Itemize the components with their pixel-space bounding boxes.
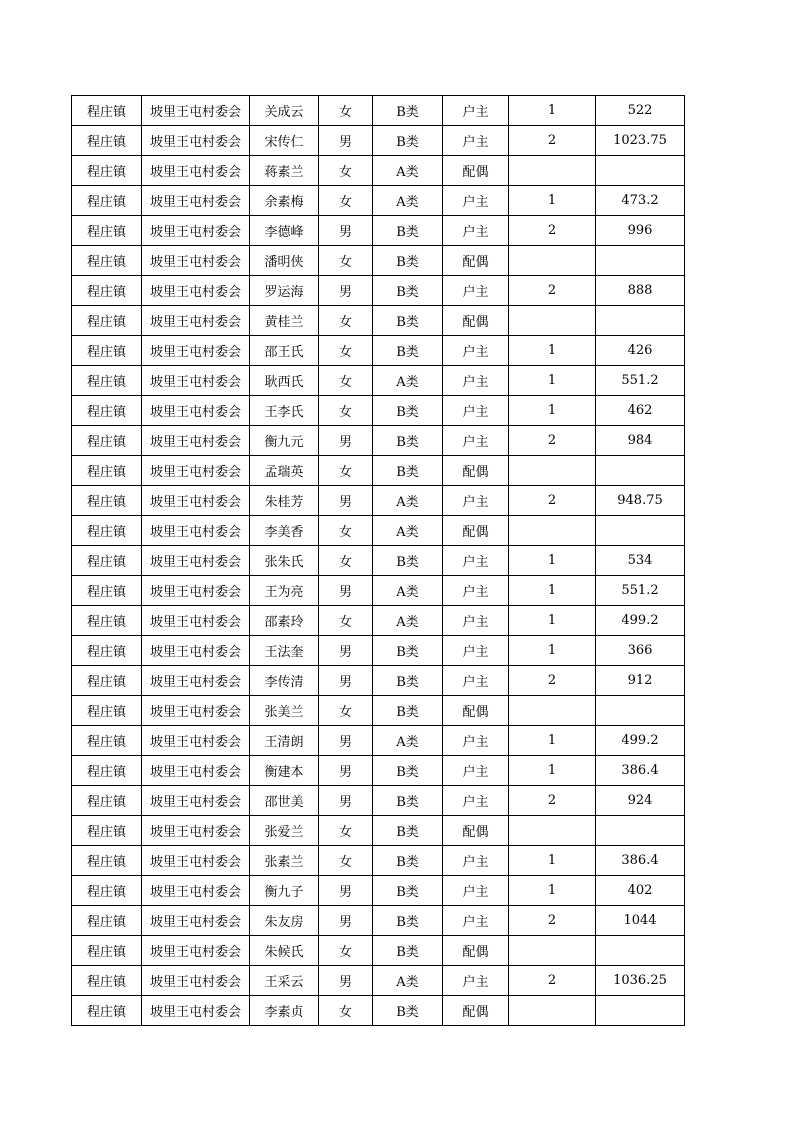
- category-cell: A类: [373, 516, 443, 546]
- gender-cell: 女: [319, 396, 373, 426]
- village-committee-cell: 坡里王屯村委会: [142, 576, 250, 606]
- name-cell: 邵素玲: [250, 606, 319, 636]
- relationship-cell: 户主: [443, 906, 509, 936]
- household-count-cell: 1: [509, 576, 596, 606]
- village-committee-cell: 坡里王屯村委会: [142, 456, 250, 486]
- village-committee-cell: 坡里王屯村委会: [142, 216, 250, 246]
- village-committee-cell: 坡里王屯村委会: [142, 636, 250, 666]
- table-row: [72, 966, 685, 996]
- village-committee-cell: 坡里王屯村委会: [142, 756, 250, 786]
- category-cell: A类: [373, 156, 443, 186]
- category-cell: B类: [373, 396, 443, 426]
- amount-cell: [596, 246, 685, 276]
- relationship-cell: 户主: [443, 336, 509, 366]
- village-committee-cell: 坡里王屯村委会: [142, 276, 250, 306]
- village-committee-cell: 坡里王屯村委会: [142, 96, 250, 126]
- table-row: [72, 816, 685, 846]
- relationship-cell: 户主: [443, 276, 509, 306]
- village-committee-cell: 坡里王屯村委会: [142, 546, 250, 576]
- town-cell: 程庄镇: [72, 186, 142, 216]
- amount-cell: 534: [596, 546, 685, 576]
- town-cell: 程庄镇: [72, 336, 142, 366]
- gender-cell: 男: [319, 126, 373, 156]
- relationship-cell: 配偶: [443, 156, 509, 186]
- category-cell: B类: [373, 246, 443, 276]
- relationship-cell: 户主: [443, 546, 509, 576]
- category-cell: A类: [373, 366, 443, 396]
- category-cell: B类: [373, 906, 443, 936]
- gender-cell: 女: [319, 246, 373, 276]
- name-cell: 朱友房: [250, 906, 319, 936]
- town-cell: 程庄镇: [72, 666, 142, 696]
- town-cell: 程庄镇: [72, 306, 142, 336]
- category-cell: A类: [373, 966, 443, 996]
- household-count-cell: 1: [509, 546, 596, 576]
- town-cell: 程庄镇: [72, 456, 142, 486]
- gender-cell: 女: [319, 816, 373, 846]
- table-row: [72, 456, 685, 486]
- table-row: [72, 546, 685, 576]
- name-cell: 朱桂芳: [250, 486, 319, 516]
- gender-cell: 女: [319, 96, 373, 126]
- name-cell: 关成云: [250, 96, 319, 126]
- relationship-cell: 户主: [443, 756, 509, 786]
- household-count-cell: 1: [509, 726, 596, 756]
- household-count-cell: 1: [509, 756, 596, 786]
- name-cell: 李传清: [250, 666, 319, 696]
- household-count-cell: 1: [509, 396, 596, 426]
- town-cell: 程庄镇: [72, 156, 142, 186]
- household-count-cell: [509, 306, 596, 336]
- household-count-cell: 2: [509, 666, 596, 696]
- table-row: [72, 876, 685, 906]
- category-cell: B类: [373, 996, 443, 1026]
- name-cell: 李美香: [250, 516, 319, 546]
- amount-cell: 386.4: [596, 846, 685, 876]
- table-row: [72, 936, 685, 966]
- town-cell: 程庄镇: [72, 426, 142, 456]
- category-cell: B类: [373, 696, 443, 726]
- name-cell: 张素兰: [250, 846, 319, 876]
- village-committee-cell: 坡里王屯村委会: [142, 906, 250, 936]
- household-count-cell: 1: [509, 636, 596, 666]
- gender-cell: 男: [319, 216, 373, 246]
- table-row: [72, 426, 685, 456]
- table-row: [72, 906, 685, 936]
- household-count-cell: [509, 516, 596, 546]
- relationship-cell: 户主: [443, 846, 509, 876]
- town-cell: 程庄镇: [72, 876, 142, 906]
- name-cell: 孟瑞英: [250, 456, 319, 486]
- category-cell: A类: [373, 606, 443, 636]
- table-row: [72, 366, 685, 396]
- name-cell: 罗运海: [250, 276, 319, 306]
- gender-cell: 女: [319, 606, 373, 636]
- household-count-cell: 1: [509, 606, 596, 636]
- village-committee-cell: 坡里王屯村委会: [142, 846, 250, 876]
- household-count-cell: 2: [509, 216, 596, 246]
- household-count-cell: [509, 456, 596, 486]
- household-count-cell: 2: [509, 486, 596, 516]
- village-committee-cell: 坡里王屯村委会: [142, 396, 250, 426]
- amount-cell: [596, 816, 685, 846]
- table-row: [72, 486, 685, 516]
- category-cell: A类: [373, 576, 443, 606]
- category-cell: B类: [373, 96, 443, 126]
- village-committee-cell: 坡里王屯村委会: [142, 606, 250, 636]
- town-cell: 程庄镇: [72, 276, 142, 306]
- category-cell: B类: [373, 846, 443, 876]
- town-cell: 程庄镇: [72, 846, 142, 876]
- relationship-cell: 配偶: [443, 516, 509, 546]
- amount-cell: 499.2: [596, 606, 685, 636]
- category-cell: B类: [373, 336, 443, 366]
- amount-cell: 888: [596, 276, 685, 306]
- category-cell: B类: [373, 426, 443, 456]
- household-count-cell: 2: [509, 906, 596, 936]
- village-committee-cell: 坡里王屯村委会: [142, 366, 250, 396]
- amount-cell: 499.2: [596, 726, 685, 756]
- village-committee-cell: 坡里王屯村委会: [142, 816, 250, 846]
- category-cell: B类: [373, 756, 443, 786]
- gender-cell: 女: [319, 186, 373, 216]
- name-cell: 朱候氏: [250, 936, 319, 966]
- household-count-cell: 1: [509, 876, 596, 906]
- amount-cell: 473.2: [596, 186, 685, 216]
- amount-cell: 426: [596, 336, 685, 366]
- table-row: [72, 96, 685, 126]
- town-cell: 程庄镇: [72, 396, 142, 426]
- table-row: [72, 696, 685, 726]
- gender-cell: 女: [319, 516, 373, 546]
- amount-cell: [596, 156, 685, 186]
- relationship-cell: 配偶: [443, 696, 509, 726]
- gender-cell: 女: [319, 306, 373, 336]
- relationship-cell: 配偶: [443, 306, 509, 336]
- roster-body: [72, 96, 685, 1026]
- village-committee-cell: 坡里王屯村委会: [142, 156, 250, 186]
- relationship-cell: 户主: [443, 666, 509, 696]
- table-row: [72, 306, 685, 336]
- town-cell: 程庄镇: [72, 576, 142, 606]
- gender-cell: 男: [319, 756, 373, 786]
- amount-cell: 996: [596, 216, 685, 246]
- town-cell: 程庄镇: [72, 906, 142, 936]
- town-cell: 程庄镇: [72, 126, 142, 156]
- category-cell: A类: [373, 486, 443, 516]
- village-committee-cell: 坡里王屯村委会: [142, 516, 250, 546]
- table-row: [72, 126, 685, 156]
- relationship-cell: 配偶: [443, 816, 509, 846]
- relationship-cell: 户主: [443, 966, 509, 996]
- gender-cell: 男: [319, 726, 373, 756]
- town-cell: 程庄镇: [72, 936, 142, 966]
- town-cell: 程庄镇: [72, 786, 142, 816]
- amount-cell: 948.75: [596, 486, 685, 516]
- village-committee-cell: 坡里王屯村委会: [142, 426, 250, 456]
- table-row: [72, 276, 685, 306]
- amount-cell: [596, 936, 685, 966]
- name-cell: 张美兰: [250, 696, 319, 726]
- gender-cell: 女: [319, 366, 373, 396]
- village-committee-cell: 坡里王屯村委会: [142, 786, 250, 816]
- gender-cell: 女: [319, 156, 373, 186]
- gender-cell: 女: [319, 456, 373, 486]
- amount-cell: [596, 516, 685, 546]
- gender-cell: 男: [319, 966, 373, 996]
- town-cell: 程庄镇: [72, 486, 142, 516]
- table-row: [72, 846, 685, 876]
- household-count-cell: [509, 936, 596, 966]
- town-cell: 程庄镇: [72, 756, 142, 786]
- table-row: [72, 246, 685, 276]
- village-committee-cell: 坡里王屯村委会: [142, 246, 250, 276]
- relationship-cell: 户主: [443, 606, 509, 636]
- category-cell: B类: [373, 276, 443, 306]
- relationship-cell: 户主: [443, 366, 509, 396]
- household-count-cell: [509, 996, 596, 1026]
- relationship-cell: 户主: [443, 96, 509, 126]
- relationship-cell: 户主: [443, 726, 509, 756]
- category-cell: B类: [373, 216, 443, 246]
- gender-cell: 女: [319, 336, 373, 366]
- village-committee-cell: 坡里王屯村委会: [142, 336, 250, 366]
- gender-cell: 男: [319, 576, 373, 606]
- table-row: [72, 756, 685, 786]
- gender-cell: 男: [319, 636, 373, 666]
- amount-cell: 924: [596, 786, 685, 816]
- town-cell: 程庄镇: [72, 816, 142, 846]
- name-cell: 王李氏: [250, 396, 319, 426]
- relationship-cell: 配偶: [443, 996, 509, 1026]
- category-cell: A类: [373, 186, 443, 216]
- household-count-cell: 1: [509, 186, 596, 216]
- household-count-cell: 1: [509, 846, 596, 876]
- amount-cell: [596, 306, 685, 336]
- category-cell: B类: [373, 636, 443, 666]
- category-cell: B类: [373, 876, 443, 906]
- town-cell: 程庄镇: [72, 546, 142, 576]
- amount-cell: 1044: [596, 906, 685, 936]
- gender-cell: 男: [319, 276, 373, 306]
- household-count-cell: 2: [509, 276, 596, 306]
- table-row: [72, 336, 685, 366]
- amount-cell: 1023.75: [596, 126, 685, 156]
- household-count-cell: 1: [509, 366, 596, 396]
- category-cell: B类: [373, 456, 443, 486]
- relationship-cell: 户主: [443, 636, 509, 666]
- gender-cell: 女: [319, 846, 373, 876]
- gender-cell: 男: [319, 906, 373, 936]
- gender-cell: 女: [319, 546, 373, 576]
- village-committee-cell: 坡里王屯村委会: [142, 666, 250, 696]
- amount-cell: 551.2: [596, 576, 685, 606]
- town-cell: 程庄镇: [72, 246, 142, 276]
- amount-cell: 386.4: [596, 756, 685, 786]
- relationship-cell: 户主: [443, 786, 509, 816]
- category-cell: B类: [373, 546, 443, 576]
- table-row: [72, 576, 685, 606]
- household-count-cell: 2: [509, 126, 596, 156]
- amount-cell: 1036.25: [596, 966, 685, 996]
- name-cell: 李德峰: [250, 216, 319, 246]
- name-cell: 蒋素兰: [250, 156, 319, 186]
- table-row: [72, 396, 685, 426]
- name-cell: 衡九子: [250, 876, 319, 906]
- name-cell: 张朱氏: [250, 546, 319, 576]
- amount-cell: [596, 456, 685, 486]
- gender-cell: 男: [319, 486, 373, 516]
- table-row: [72, 666, 685, 696]
- name-cell: 李素贞: [250, 996, 319, 1026]
- household-count-cell: 2: [509, 426, 596, 456]
- household-count-cell: 2: [509, 786, 596, 816]
- amount-cell: 402: [596, 876, 685, 906]
- table-row: [72, 606, 685, 636]
- relationship-cell: 配偶: [443, 936, 509, 966]
- name-cell: 衡九元: [250, 426, 319, 456]
- category-cell: B类: [373, 936, 443, 966]
- town-cell: 程庄镇: [72, 696, 142, 726]
- gender-cell: 女: [319, 936, 373, 966]
- town-cell: 程庄镇: [72, 216, 142, 246]
- amount-cell: 912: [596, 666, 685, 696]
- table-row: [72, 216, 685, 246]
- gender-cell: 男: [319, 426, 373, 456]
- relationship-cell: 户主: [443, 486, 509, 516]
- category-cell: B类: [373, 816, 443, 846]
- name-cell: 余素梅: [250, 186, 319, 216]
- town-cell: 程庄镇: [72, 726, 142, 756]
- relationship-cell: 户主: [443, 216, 509, 246]
- name-cell: 张爱兰: [250, 816, 319, 846]
- relationship-cell: 户主: [443, 126, 509, 156]
- table-row: [72, 636, 685, 666]
- table-row: [72, 186, 685, 216]
- village-committee-cell: 坡里王屯村委会: [142, 696, 250, 726]
- name-cell: 王法奎: [250, 636, 319, 666]
- name-cell: 邵世美: [250, 786, 319, 816]
- household-count-cell: [509, 696, 596, 726]
- name-cell: 黄桂兰: [250, 306, 319, 336]
- gender-cell: 男: [319, 666, 373, 696]
- village-committee-cell: 坡里王屯村委会: [142, 486, 250, 516]
- village-committee-cell: 坡里王屯村委会: [142, 306, 250, 336]
- table-row: [72, 516, 685, 546]
- table-row: [72, 726, 685, 756]
- subsidy-roster-table: [71, 95, 685, 1026]
- amount-cell: [596, 996, 685, 1026]
- town-cell: 程庄镇: [72, 966, 142, 996]
- relationship-cell: 配偶: [443, 246, 509, 276]
- name-cell: 王清朗: [250, 726, 319, 756]
- village-committee-cell: 坡里王屯村委会: [142, 876, 250, 906]
- village-committee-cell: 坡里王屯村委会: [142, 936, 250, 966]
- category-cell: B类: [373, 126, 443, 156]
- name-cell: 潘明侠: [250, 246, 319, 276]
- relationship-cell: 户主: [443, 876, 509, 906]
- name-cell: 邵王氏: [250, 336, 319, 366]
- household-count-cell: [509, 156, 596, 186]
- household-count-cell: [509, 816, 596, 846]
- amount-cell: 551.2: [596, 366, 685, 396]
- amount-cell: 522: [596, 96, 685, 126]
- category-cell: B类: [373, 786, 443, 816]
- town-cell: 程庄镇: [72, 996, 142, 1026]
- table-row: [72, 786, 685, 816]
- village-committee-cell: 坡里王屯村委会: [142, 186, 250, 216]
- household-count-cell: [509, 246, 596, 276]
- amount-cell: 984: [596, 426, 685, 456]
- gender-cell: 男: [319, 786, 373, 816]
- household-count-cell: 2: [509, 966, 596, 996]
- town-cell: 程庄镇: [72, 96, 142, 126]
- name-cell: 王为亮: [250, 576, 319, 606]
- gender-cell: 女: [319, 996, 373, 1026]
- village-committee-cell: 坡里王屯村委会: [142, 996, 250, 1026]
- name-cell: 衡建本: [250, 756, 319, 786]
- gender-cell: 女: [319, 696, 373, 726]
- amount-cell: [596, 696, 685, 726]
- household-count-cell: 1: [509, 96, 596, 126]
- relationship-cell: 户主: [443, 426, 509, 456]
- town-cell: 程庄镇: [72, 636, 142, 666]
- town-cell: 程庄镇: [72, 366, 142, 396]
- town-cell: 程庄镇: [72, 516, 142, 546]
- household-count-cell: 1: [509, 336, 596, 366]
- amount-cell: 462: [596, 396, 685, 426]
- relationship-cell: 户主: [443, 186, 509, 216]
- name-cell: 宋传仁: [250, 126, 319, 156]
- relationship-cell: 户主: [443, 576, 509, 606]
- village-committee-cell: 坡里王屯村委会: [142, 726, 250, 756]
- gender-cell: 男: [319, 876, 373, 906]
- town-cell: 程庄镇: [72, 606, 142, 636]
- village-committee-cell: 坡里王屯村委会: [142, 966, 250, 996]
- category-cell: B类: [373, 306, 443, 336]
- category-cell: B类: [373, 666, 443, 696]
- table-row: [72, 996, 685, 1026]
- relationship-cell: 户主: [443, 396, 509, 426]
- name-cell: 王采云: [250, 966, 319, 996]
- village-committee-cell: 坡里王屯村委会: [142, 126, 250, 156]
- name-cell: 耿西氏: [250, 366, 319, 396]
- category-cell: A类: [373, 726, 443, 756]
- relationship-cell: 配偶: [443, 456, 509, 486]
- table-row: [72, 156, 685, 186]
- amount-cell: 366: [596, 636, 685, 666]
